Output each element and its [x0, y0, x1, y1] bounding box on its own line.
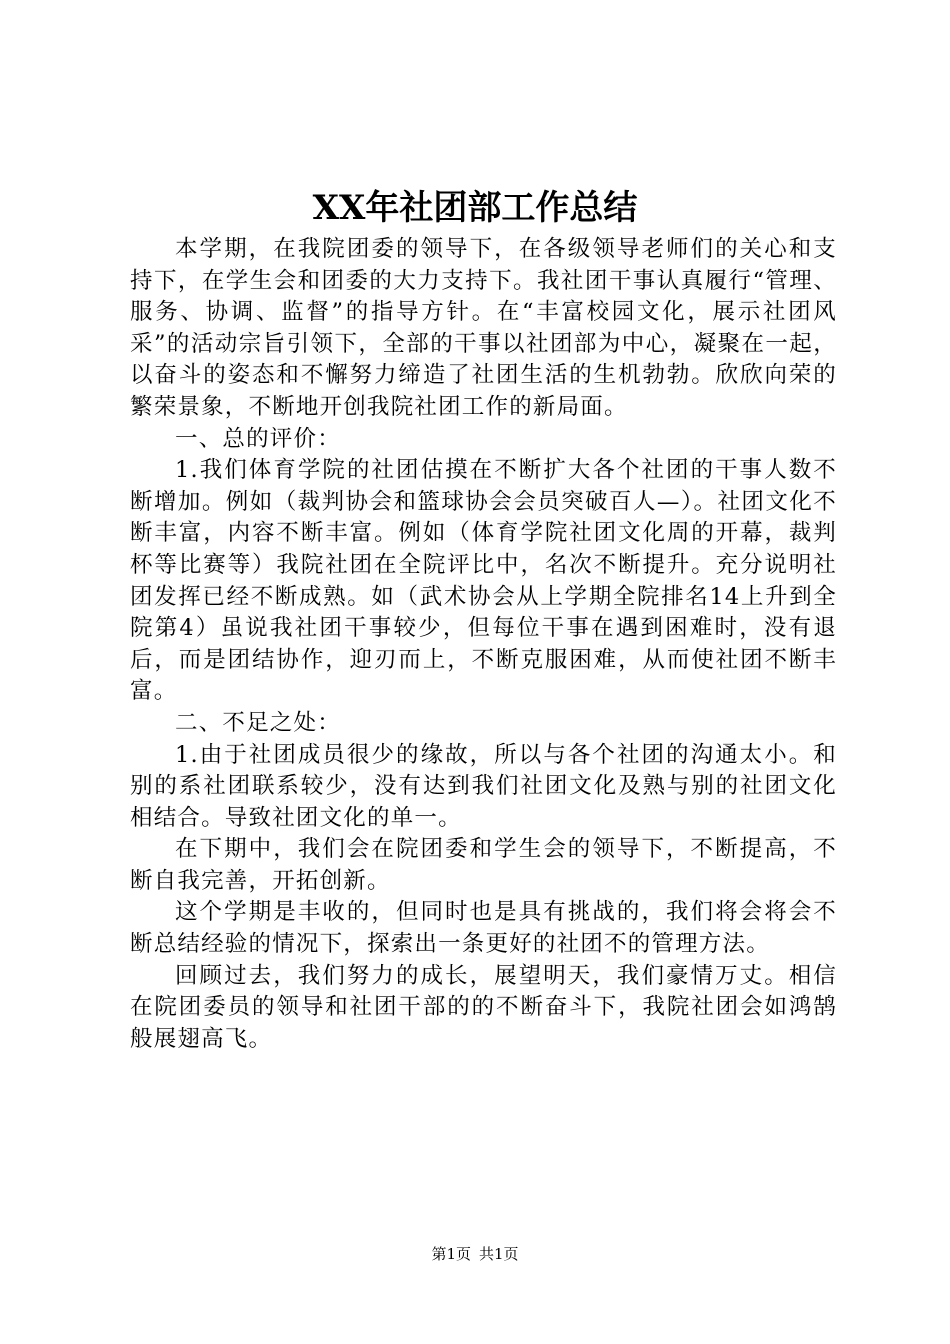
- paragraph-semester-summary: 这个学期是丰收的，但同时也是具有挑战的，我们将会将会不断总结经验的情况下，探索出一条更好的社团不的管理方法。: [130, 899, 837, 958]
- paragraph-intro: 本学期，在我院团委的领导下，在各级领导老师们的关心和支持下，在学生会和团委的大力支持下。我社团干事认真履行“管理、服务、协调、监督”的指导方针。在“丰富校园文化，展示社团风采”的活动宗旨引领下，全部的干事以社团部为中心，凝聚在一起，以奋斗的姿态和不懈努力缔造了社团生活的生机勃勃。欣欣向荣的繁荣景象，不断地开创我院社团工作的新局面。: [130, 236, 837, 420]
- section-heading-evaluation: 一、总的评价：: [175, 425, 341, 452]
- paragraph-evaluation: 1.我们体育学院的社团估摸在不断扩大各个社团的干事人数不断增加。例如（裁判协会和篮球协会会员突破百人—）。社团文化不断丰富，内容不断丰富。例如（体育学院社团文化周的开幕，裁判杯等比赛等）我院社团在全院评比中，名次不断提升。充分说明社团发挥已经不断成熟。如（武术协会从上学期全院排名14上升到全院第4）虽说我社团干事较少，但每位干事在遇到困难时，没有退后，而是团结协作，迎刃而上，不断克服困难，从而使社团不断丰富。: [130, 457, 837, 705]
- paragraph-shortcomings: 1.由于社团成员很少的缘故，所以与各个社团的沟通太小。和别的系社团联系较少，没有达到我们社团文化及熟与别的社团文化相结合。导致社团文化的单一。: [130, 741, 837, 831]
- paragraph-closing: 回顾过去，我们努力的成长，展望明天，我们豪情万丈。相信在院团委员的领导和社团干部的的不断奋斗下，我院社团会如鸿鹄般展翅高飞。: [130, 962, 837, 1052]
- section-heading-shortcomings: 二、不足之处：: [175, 709, 341, 736]
- page-footer: [0, 1244, 950, 1264]
- paragraph-next-term: 在下期中，我们会在院团委和学生会的领导下，不断提高，不断自我完善，开拓创新。: [130, 836, 837, 894]
- page-number: 第1页: [431, 1245, 471, 1263]
- document-body: [130, 234, 837, 1055]
- page-total: 共1页: [479, 1245, 519, 1263]
- document-title: XX年社团部工作总结: [312, 188, 638, 228]
